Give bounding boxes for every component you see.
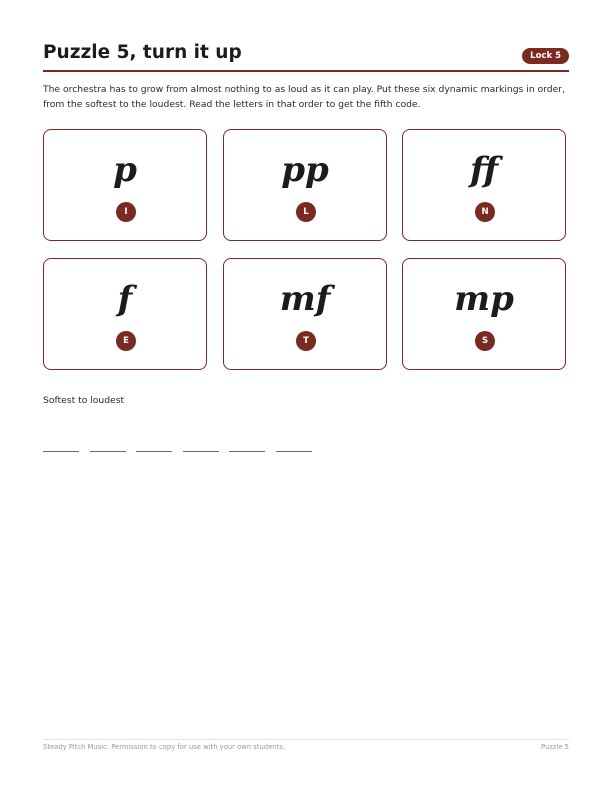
dynamic-card-6 <box>402 258 566 370</box>
dynamic-marking: f <box>117 279 133 319</box>
dynamic-marking: ff <box>469 150 499 190</box>
answer-label: Softest to loudest <box>43 395 125 406</box>
dynamic-marking: p <box>113 150 137 190</box>
dynamic-card-5 <box>223 258 387 370</box>
answer-blank-6[interactable] <box>276 451 312 452</box>
dynamic-card-3 <box>402 129 566 241</box>
dynamic-card-4 <box>43 258 207 370</box>
letter-badge: T <box>296 331 316 351</box>
footer-copyright: Steady Pitch Music. Permission to copy for use with your own students. <box>43 743 285 751</box>
instructions-text: The orchestra has to grow from almost nothing to as loud as it can play. Put these six dynamic markings in order, from the softest to the loudest. Read the letters in that order to get the fifth code. <box>43 84 565 110</box>
dynamic-marking: mp <box>454 279 514 319</box>
letter-badge: N <box>475 202 495 222</box>
dynamic-card-2 <box>223 129 387 241</box>
dynamic-card-1 <box>43 129 207 241</box>
lock-badge: Lock 5 <box>522 48 569 64</box>
answer-blank-4[interactable] <box>183 451 219 452</box>
page-title: Puzzle 5, turn it up <box>43 42 242 63</box>
footer-divider <box>43 739 569 740</box>
letter-badge: L <box>296 202 316 222</box>
answer-blank-1[interactable] <box>43 451 79 452</box>
letter-badge: S <box>475 331 495 351</box>
answer-blank-5[interactable] <box>229 451 265 452</box>
letter-badge: I <box>116 202 136 222</box>
answer-blank-3[interactable] <box>136 451 172 452</box>
dynamic-marking: pp <box>281 150 329 190</box>
dynamic-marking: mf <box>279 279 331 319</box>
letter-badge: E <box>116 331 136 351</box>
answer-blank-2[interactable] <box>90 451 126 452</box>
footer-page-label: Puzzle 5 <box>541 743 569 751</box>
page-header <box>43 40 569 72</box>
